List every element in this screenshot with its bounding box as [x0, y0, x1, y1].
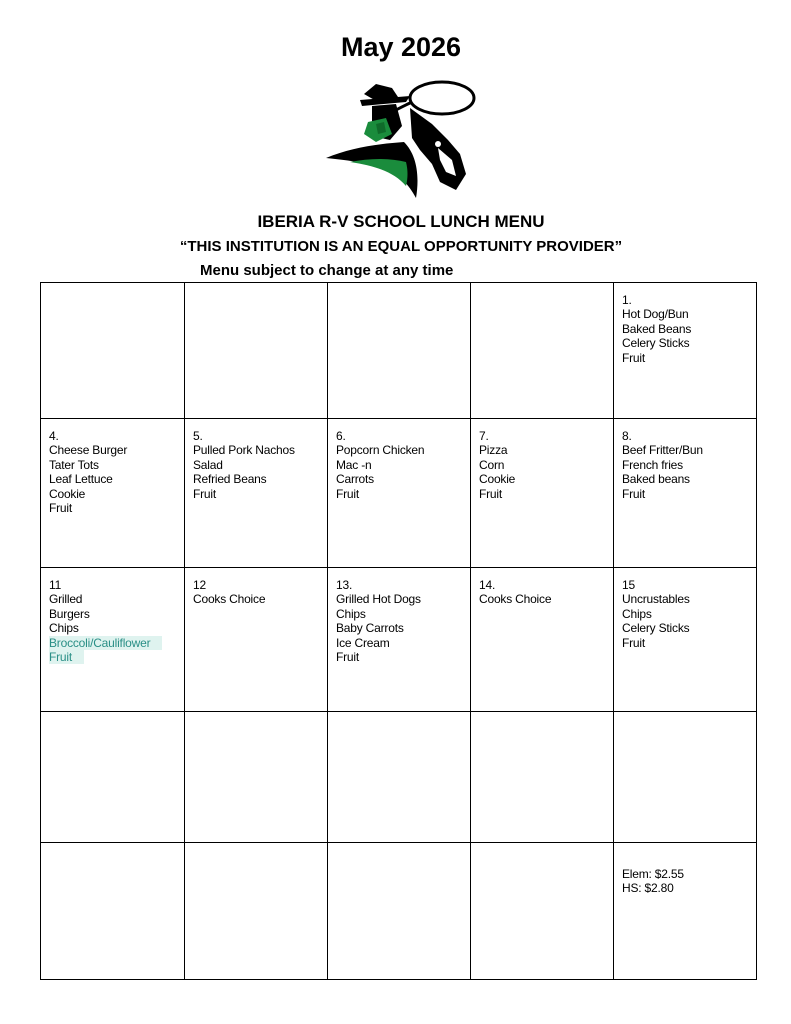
day-number: 1. — [622, 293, 632, 307]
menu-item: Fruit — [622, 486, 646, 501]
calendar-day-cell — [614, 283, 756, 419]
menu-item: Cookie — [479, 472, 516, 487]
menu-item: Refried Beans — [193, 472, 267, 487]
calendar-day-cell — [614, 712, 756, 843]
menu-item: Grilled Hot Dogs — [336, 592, 421, 607]
menu-item: Fruit — [622, 635, 646, 650]
cowboy-on-horse-logo-icon — [320, 78, 482, 202]
menu-item: Cheese Burger — [49, 443, 128, 458]
calendar-day-cell — [471, 283, 614, 419]
calendar-day-cell — [185, 712, 328, 843]
menu-item: Mac -n — [336, 457, 372, 472]
menu-item: Fruit — [193, 486, 217, 501]
calendar-day-cell — [185, 568, 328, 712]
menu-item — [49, 636, 184, 650]
menu-item: Cookie — [49, 486, 86, 501]
menu-item: Hot Dog/Bun — [622, 307, 689, 322]
calendar-day-cell — [328, 712, 471, 843]
calendar-day-cell — [328, 568, 471, 712]
menu-item: Ice Cream — [336, 635, 390, 650]
menu-item: Pizza — [479, 443, 508, 458]
day-number: 6. — [336, 429, 346, 443]
menu-item: Fruit — [49, 501, 73, 516]
menu-item: Uncrustables — [622, 592, 690, 607]
menu-item: Celery Sticks — [622, 336, 690, 351]
menu-item: Fruit — [336, 650, 360, 665]
menu-item: Fruit — [336, 486, 360, 501]
day-number: 15 — [622, 578, 635, 592]
menu-disclaimer: Menu subject to change at any time — [200, 262, 454, 279]
menu-item: Fruit — [479, 486, 503, 501]
menu-item: Baked Beans — [622, 321, 692, 336]
page-title: May 2026 — [340, 32, 462, 62]
calendar-day-cell — [471, 843, 614, 979]
calendar-day-cell — [41, 283, 185, 419]
menu-item: Chips — [622, 606, 652, 621]
menu-item: Beef Fritter/Bun — [622, 443, 703, 458]
menu-item: Fruit — [622, 350, 646, 365]
day-number: 12 — [193, 578, 206, 592]
calendar-day-cell — [471, 712, 614, 843]
menu-item: Grilled — [49, 592, 83, 607]
calendar-day-cell — [471, 568, 614, 712]
calendar-day-cell — [614, 568, 756, 712]
calendar-day-cell — [614, 419, 756, 568]
menu-title: IBERIA R-V SCHOOL LUNCH MENU — [257, 212, 545, 231]
day-number: 8. — [622, 429, 632, 443]
price-cell — [614, 843, 756, 979]
day-number: 5. — [193, 429, 203, 443]
calendar-day-cell — [328, 843, 471, 979]
highlighted-menu-item: Broccoli/Cauliflower — [49, 636, 162, 650]
calendar-day-cell — [471, 419, 614, 568]
day-number: 4. — [49, 429, 59, 443]
menu-item: Celery Sticks — [622, 621, 690, 636]
day-number: 11 — [49, 578, 62, 592]
day-number: 14. — [479, 578, 496, 592]
menu-item: Baked beans — [622, 472, 690, 487]
calendar-day-cell — [328, 283, 471, 419]
calendar-day-cell — [185, 419, 328, 568]
menu-item — [49, 650, 184, 664]
menu-item: French fries — [622, 457, 683, 472]
calendar-day-cell — [185, 843, 328, 979]
menu-item: Salad — [193, 457, 223, 472]
menu-item: Cooks Choice — [193, 592, 266, 607]
menu-item: Leaf Lettuce — [49, 472, 113, 487]
calendar-day-cell — [41, 568, 185, 712]
price-line: Elem: $2.55 — [622, 867, 684, 881]
menu-item: Baby Carrots — [336, 621, 404, 636]
menu-item: Cooks Choice — [479, 592, 552, 607]
menu-item: Popcorn Chicken — [336, 443, 425, 458]
menu-item: Burgers — [49, 606, 90, 621]
highlighted-menu-item: Fruit — [49, 650, 84, 664]
menu-item: Pulled Pork Nachos — [193, 443, 295, 458]
equal-opportunity-statement: “THIS INSTITUTION IS AN EQUAL OPPORTUNITY PROVIDER” — [179, 238, 623, 255]
menu-item: Chips — [336, 606, 366, 621]
menu-item: Carrots — [336, 472, 374, 487]
calendar-day-cell — [41, 419, 185, 568]
menu-item: Tater Tots — [49, 457, 99, 472]
calendar-day-cell — [41, 712, 185, 843]
menu-item: Chips — [49, 621, 79, 636]
price-line: HS: $2.80 — [622, 881, 674, 896]
day-number: 13. — [336, 578, 353, 592]
calendar-day-cell — [185, 283, 328, 419]
calendar-day-cell — [41, 843, 185, 979]
day-number: 7. — [479, 429, 489, 443]
calendar-day-cell — [328, 419, 471, 568]
menu-item: Corn — [479, 457, 505, 472]
menu-calendar-grid — [40, 282, 757, 980]
